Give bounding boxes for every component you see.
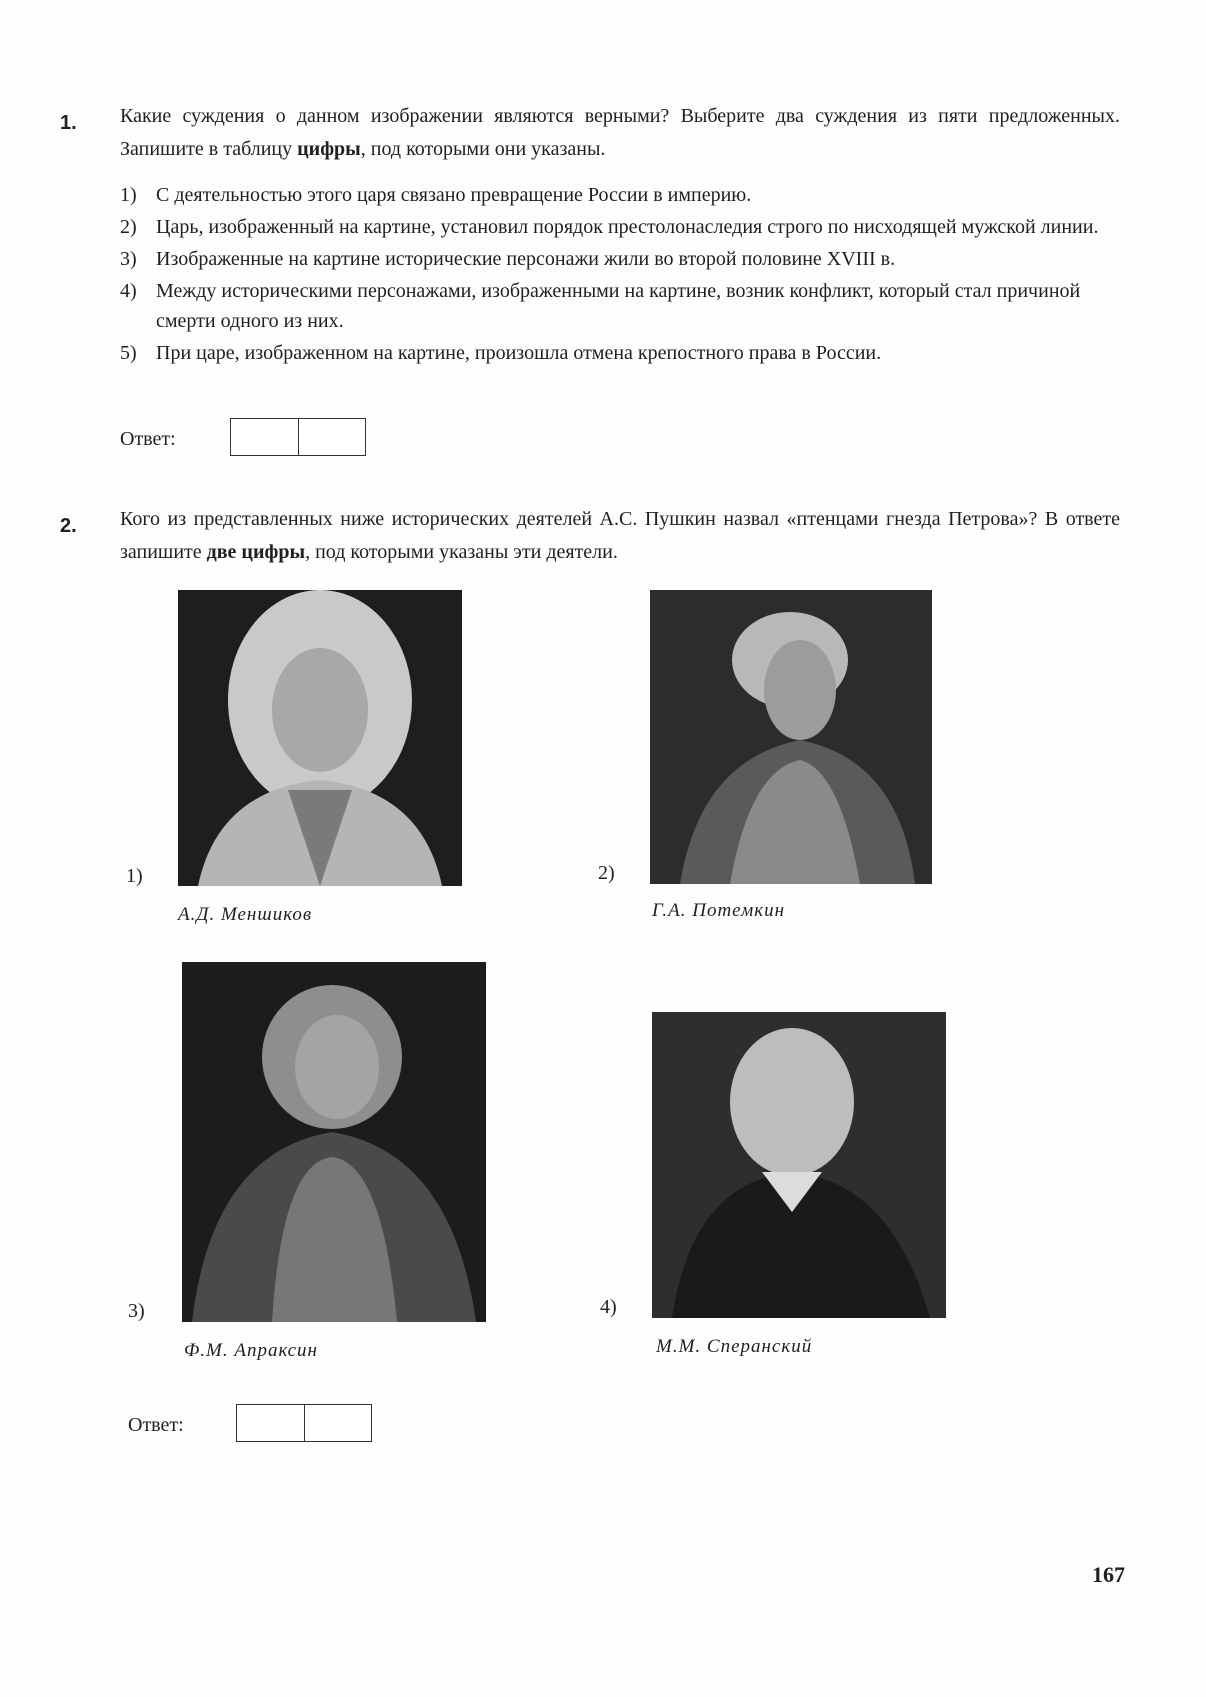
task-2-question-bold: две цифры xyxy=(206,541,306,563)
task-2-question-text-b: , под которыми указаны эти деятели. xyxy=(305,541,618,563)
task-2-answer-label: Ответ: xyxy=(128,1414,184,1436)
portrait-4-caption: М.М. Сперанский xyxy=(656,1336,813,1357)
portrait-3-caption: Ф.М. Апраксин xyxy=(184,1340,318,1361)
task-1-answer-label: Ответ: xyxy=(120,428,176,450)
portrait-image-potemkin xyxy=(650,590,932,884)
option-number: 1) xyxy=(120,184,137,206)
task-2-question-text-a: Кого из представленных ниже исторических деятелей А.С. Пушкин назвал «птенцами гнезда Петрова»? В ответе запишите xyxy=(120,508,1120,563)
page-number: 167 xyxy=(1092,1562,1125,1587)
task-1-answer-box[interactable] xyxy=(230,418,366,456)
portrait-4-number: 4) xyxy=(600,1296,617,1318)
option-5 xyxy=(120,338,1120,368)
option-text: Изображенные на картине исторические персонажи жили во второй половине XVIII в. xyxy=(156,248,896,270)
task-2-answer-box[interactable] xyxy=(236,1404,372,1442)
portrait-2-number: 2) xyxy=(598,862,615,884)
task-1-question-bold: цифры xyxy=(297,138,361,160)
portrait-image-menshikov xyxy=(178,590,462,886)
task-1-question-text-a: Какие суждения о данном изображении являются верными? Выберите два суждения из пяти предложенных. Запишите в таблицу xyxy=(120,105,1120,160)
task-1-question-text-b: , под которыми они указаны. xyxy=(360,138,606,160)
answer-cell-1[interactable] xyxy=(237,1405,304,1441)
option-text: При царе, изображенном на картине, произошла отмена крепостного права в России. xyxy=(156,342,882,364)
task-1-number: 1. xyxy=(60,112,77,134)
portrait-3-number: 3) xyxy=(128,1300,145,1322)
option-number: 4) xyxy=(120,280,137,302)
portrait-image-speransky xyxy=(652,1012,946,1318)
portrait-1-number: 1) xyxy=(126,865,143,887)
option-text: С деятельностью этого царя связано превращение России в империю. xyxy=(156,184,752,206)
answer-cell-2[interactable] xyxy=(304,1405,372,1441)
answer-cell-2[interactable] xyxy=(298,419,366,455)
task-2-question xyxy=(120,503,1120,569)
option-number: 3) xyxy=(120,248,137,270)
option-number: 2) xyxy=(120,216,137,238)
option-number: 5) xyxy=(120,342,137,364)
option-1 xyxy=(120,180,1120,210)
task-1-question xyxy=(120,100,1120,166)
portrait-1-caption: А.Д. Меншиков xyxy=(178,904,313,925)
portrait-image-apraksin xyxy=(182,962,486,1322)
portrait-2-caption: Г.А. Потемкин xyxy=(652,900,786,921)
option-text: Царь, изображенный на картине, установил порядок престолонаследия строго по нисходящей мужской линии. xyxy=(156,216,1099,238)
option-4 xyxy=(120,276,1120,336)
option-3 xyxy=(120,244,1120,274)
task-2-number: 2. xyxy=(60,515,77,537)
answer-cell-1[interactable] xyxy=(231,419,298,455)
option-2 xyxy=(120,212,1120,242)
task-1-options xyxy=(120,180,1120,370)
option-text: Между историческими персонажами, изображенными на картине, возник конфликт, который стал причиной смерти одного из них. xyxy=(156,280,1081,332)
